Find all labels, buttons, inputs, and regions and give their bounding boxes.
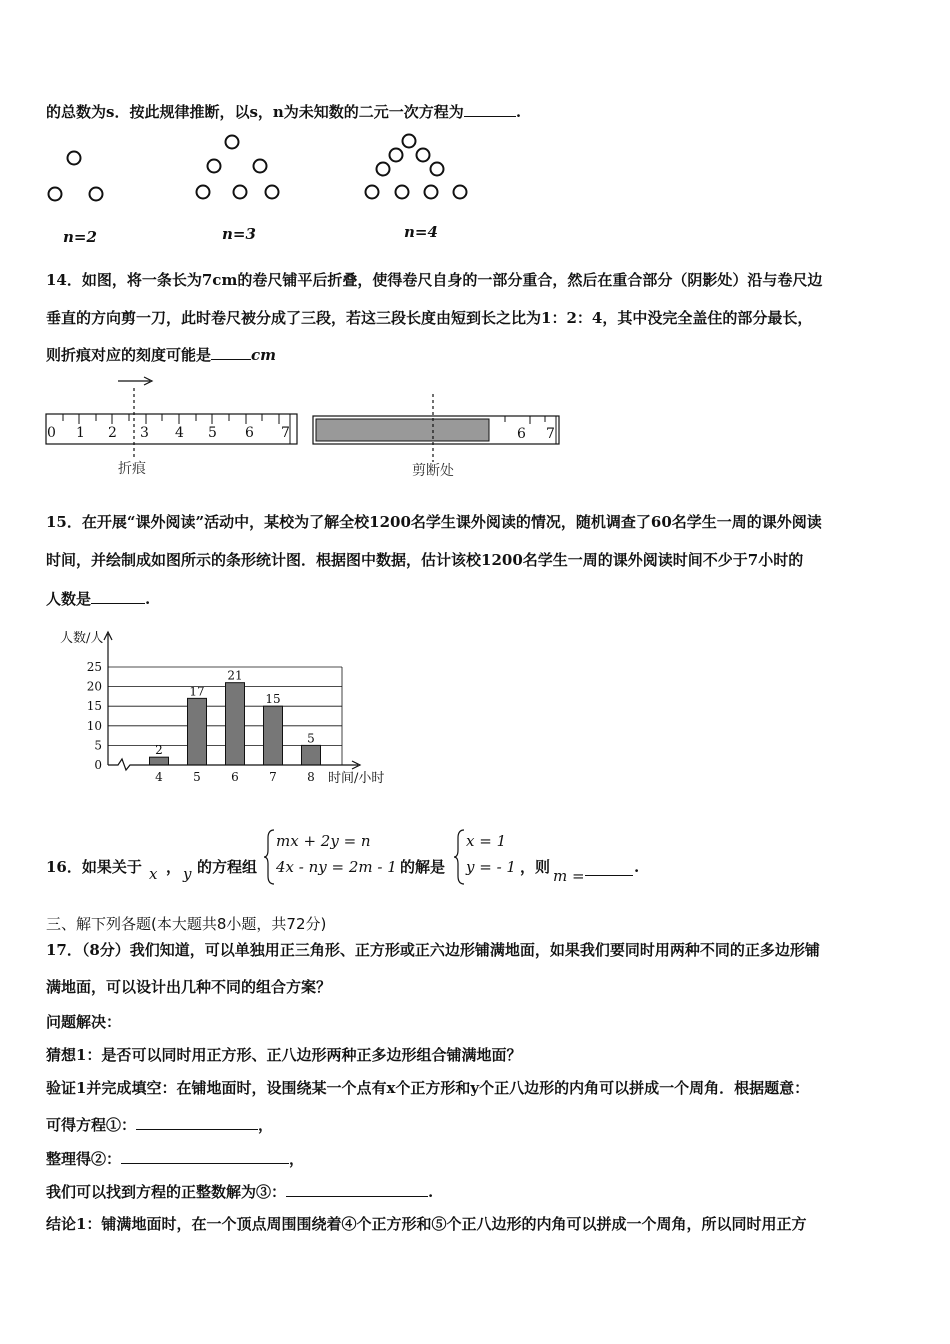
y-tick-label: 10	[86, 718, 102, 733]
label-n2: n=2	[63, 228, 97, 246]
q15-line3-text: 人数是	[46, 590, 92, 608]
q17-line8	[46, 1181, 433, 1202]
x-tick-label: 7	[269, 770, 277, 784]
ruler2-tick-label: 6	[517, 426, 526, 442]
q15-answer-blank[interactable]	[91, 588, 145, 604]
q15-line2: 时间，并绘制成如图所示的条形统计图．根据图中数据，估计该校1200名学生一周的课外阅读时间不少于7小时的	[46, 551, 804, 569]
x-tick-label: 6	[231, 770, 239, 784]
q15-line3	[46, 588, 150, 609]
label-n3: n=3	[222, 225, 256, 243]
q15-end: .	[145, 590, 151, 608]
data-label: 2	[155, 743, 163, 758]
x-tick-label: 5	[193, 770, 201, 784]
q14-line3-text: 则折痕对应的刻度可能是	[46, 346, 212, 364]
q14-unit: cm	[251, 346, 277, 364]
data-label: 17	[189, 684, 205, 699]
q16-end: .	[634, 858, 640, 876]
y-axis-label: 人数/人	[60, 631, 104, 646]
q15-line1: 15．在开展“课外阅读”活动中，某校为了解全校1200名学生课外阅读的情况，随机调查了60名学生一周的课外阅读	[46, 513, 822, 531]
q14-answer-blank[interactable]	[211, 344, 251, 360]
circle	[68, 152, 81, 165]
ruler-tick-label: 6	[245, 425, 254, 441]
overlap-shaded	[316, 419, 489, 441]
q13-answer-blank[interactable]	[464, 101, 516, 117]
chart-bars	[150, 683, 321, 765]
q17-line1: 17．（8分）我们知道，可以单独用正三角形、正方形或正六边形铺满地面，如果我们要同时用两种不同的正多边形铺	[46, 941, 820, 959]
circle	[208, 160, 221, 173]
solution-3-blank[interactable]	[286, 1181, 428, 1197]
circle	[454, 186, 467, 199]
circle	[366, 186, 379, 199]
q16-sol1: x = 1	[466, 832, 507, 850]
left-brace-icon	[262, 828, 276, 886]
ruler2-tick-label: 7	[546, 426, 555, 442]
q16-then: ，则	[520, 858, 551, 876]
q13-end: .	[515, 103, 522, 121]
q16-sol2: y = - 1	[466, 858, 516, 876]
q17-line5: 验证1并完成填空：在铺地面时，设围绕某一个点有x个正方形和y个正八边形的内角可以拼成一个周角．根据题意：	[46, 1079, 810, 1097]
x-tick-label: 8	[307, 770, 315, 784]
ruler-tick-label: 0	[47, 425, 56, 441]
label-n4: n=4	[404, 223, 438, 241]
data-label: 21	[227, 668, 243, 683]
q17-line8-end: .	[428, 1183, 434, 1201]
circle	[431, 163, 444, 176]
circle	[403, 135, 416, 148]
y-tick-label: 25	[86, 660, 102, 674]
ruler-tick-label: 4	[175, 425, 184, 441]
bar-8	[302, 745, 321, 765]
q17-line8-text: 我们可以找到方程的正整数解为③：	[46, 1183, 287, 1201]
bar-5	[188, 698, 207, 765]
q13-text	[46, 101, 521, 122]
q17-line7-end: ，	[289, 1150, 305, 1168]
q16-sol-pre: 的解是	[400, 858, 446, 876]
circle	[197, 186, 210, 199]
q16-pre: 16．如果关于	[46, 858, 142, 876]
q17-line3: 问题解决：	[46, 1013, 122, 1031]
q16-var-y: y	[183, 865, 192, 883]
y-tick-label: 15	[86, 699, 102, 714]
q16-eq1: mx + 2y = n	[276, 832, 371, 850]
ruler-tick-label: 7	[281, 425, 290, 441]
label-cut: 剪断处	[412, 463, 454, 479]
circle	[254, 160, 267, 173]
q17-line7-text: 整理得②：	[46, 1150, 122, 1168]
q14-line2: 垂直的方向剪一刀，此时卷尺被分成了三段，若这三段长度由短到长之比为1：2：4，其中没完全盖住的部分最长，	[46, 309, 813, 327]
q16-var-x: x	[149, 865, 158, 883]
data-label: 5	[307, 731, 315, 746]
circle	[390, 149, 403, 162]
ruler-tick-label: 1	[76, 425, 85, 441]
circle	[90, 188, 103, 201]
ruler-tick-label: 2	[108, 425, 117, 441]
bar-chart	[56, 624, 396, 794]
circle	[226, 136, 239, 149]
q17-line9: 结论1：铺满地面时，在一个顶点周围围绕着④个正方形和⑤个正八边形的内角可以拼成一个周角，所以同时用正方	[46, 1215, 807, 1233]
q14-line1: 14．如图，将一条长为7cm的卷尺铺平后折叠，使得卷尺自身的一部分重合，然后在重合部分（阴影处）沿与卷尺边	[46, 271, 823, 289]
x-tick-label: 4	[155, 770, 163, 784]
q17-line6	[46, 1114, 273, 1135]
q17-line4: 猜想1：是否可以同时用正方形、正八边形两种正多边形组合铺满地面？	[46, 1046, 522, 1064]
left-brace-icon	[452, 828, 466, 886]
ruler-figure	[40, 372, 570, 482]
circle	[266, 186, 279, 199]
q16-mid: 的方程组	[197, 858, 258, 876]
data-label: 15	[265, 692, 281, 707]
label-fold: 折痕	[118, 461, 146, 477]
q16-sep: ，	[166, 858, 182, 876]
equation-2-blank[interactable]	[121, 1148, 289, 1164]
ruler-tick-label: 5	[208, 425, 217, 441]
q17-line6-end: ，	[258, 1116, 274, 1134]
circle	[234, 186, 247, 199]
circle	[425, 186, 438, 199]
bar-6	[226, 683, 245, 765]
q16-eq2: 4x - ny = 2m - 1	[276, 858, 397, 876]
circle	[49, 188, 62, 201]
bar-7	[264, 706, 283, 765]
q14-line3	[46, 344, 276, 365]
circle	[417, 149, 430, 162]
circle	[396, 186, 409, 199]
equation-1-blank[interactable]	[136, 1114, 258, 1130]
q17-line2: 满地面，可以设计出几种不同的组合方案？	[46, 978, 332, 996]
circle	[377, 163, 390, 176]
bar-4	[150, 757, 169, 765]
x-axis-label: 时间/小时	[328, 771, 385, 786]
ruler-tick-label: 3	[140, 425, 149, 441]
q13-line: 的总数为s．按此规律推断，以s，n为未知数的二元一次方程为	[46, 103, 464, 121]
y-tick-label: 20	[86, 679, 102, 694]
q16-m: m =	[553, 867, 585, 885]
y-tick-label: 5	[94, 738, 102, 753]
q16-answer-blank[interactable]	[585, 860, 633, 876]
q17-line7	[46, 1148, 304, 1169]
section-3-heading: 三、解下列各题(本大题共8小题，共72分)	[46, 915, 327, 933]
y-tick-label: 0	[94, 758, 102, 772]
q17-line6-text: 可得方程①：	[46, 1116, 137, 1134]
